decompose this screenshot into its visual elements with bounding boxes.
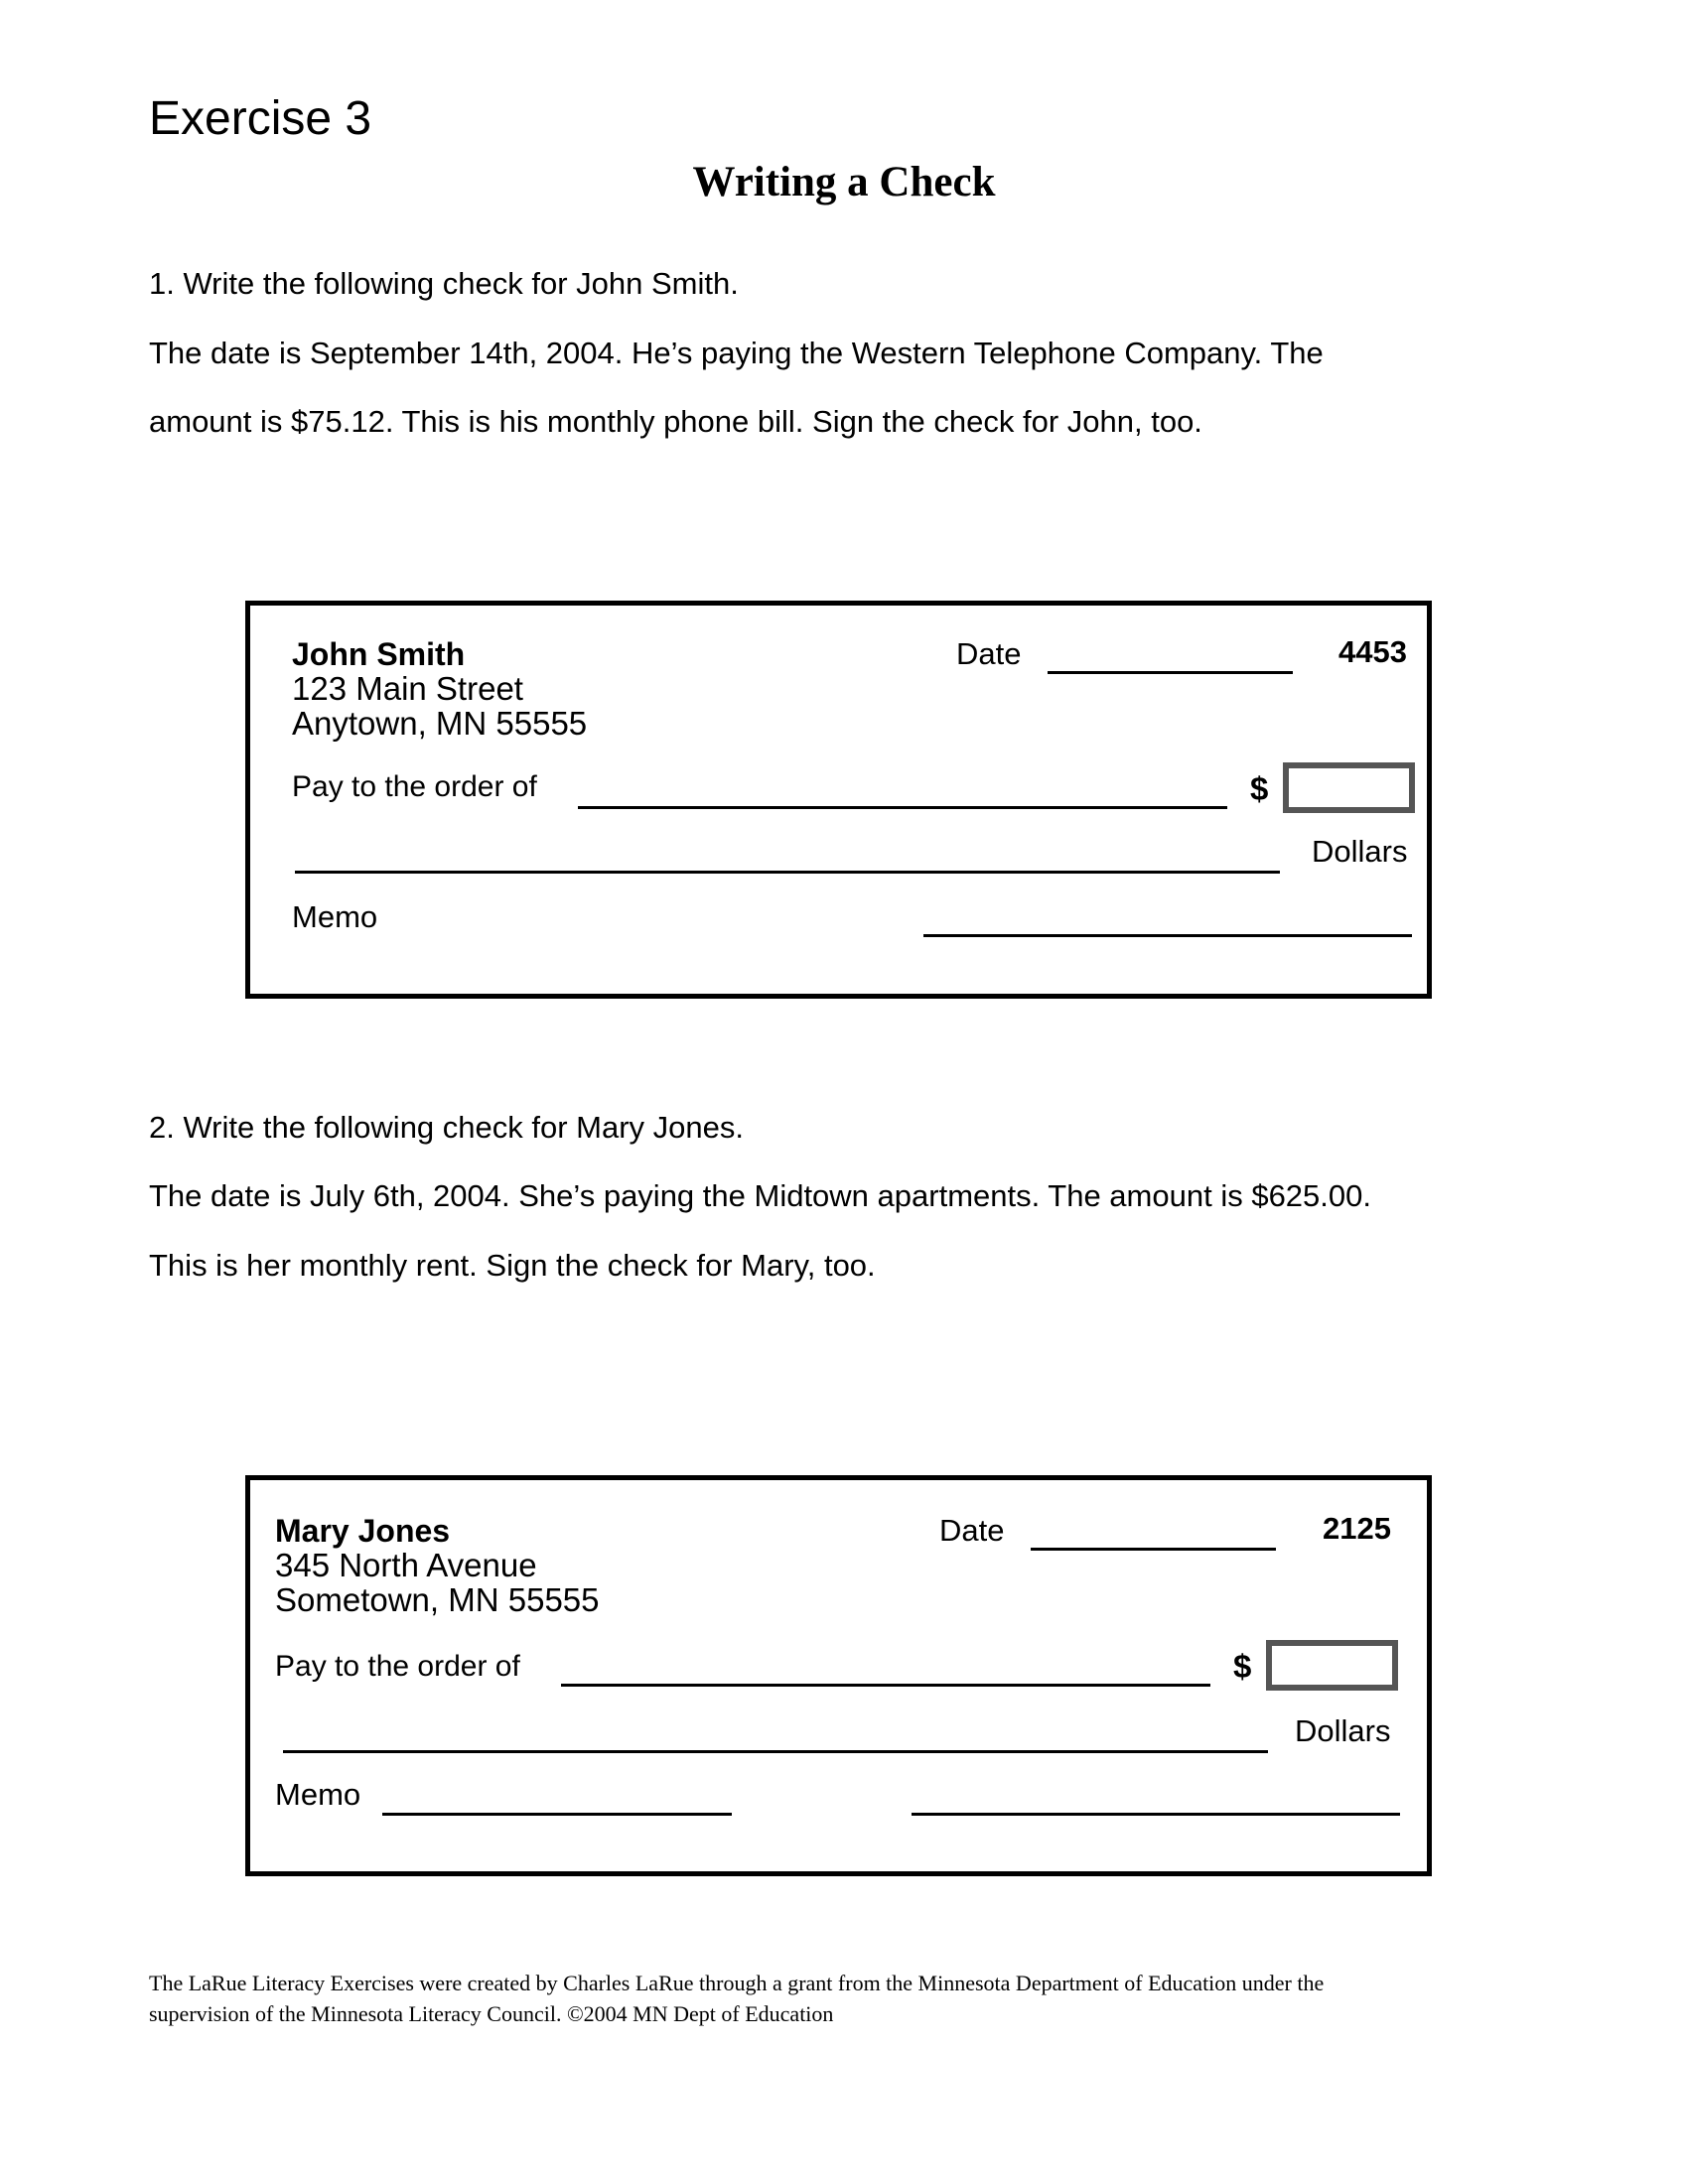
- check-number: 2125: [1323, 1511, 1391, 1546]
- pay-to-label: Pay to the order of: [275, 1650, 520, 1683]
- task1-instruction: 1. Write the following check for John Smith.: [149, 266, 739, 301]
- pay-to-label: Pay to the order of: [292, 770, 537, 803]
- date-label: Date: [956, 636, 1022, 671]
- memo-label: Memo: [292, 899, 378, 934]
- payee-line[interactable]: [578, 806, 1227, 809]
- account-address-city: Sometown, MN 55555: [275, 1581, 600, 1618]
- account-holder-name: John Smith: [292, 636, 466, 672]
- amount-box[interactable]: [1266, 1640, 1398, 1691]
- written-amount-line[interactable]: [295, 871, 1280, 874]
- signature-line[interactable]: [923, 934, 1412, 937]
- check-number: 4453: [1338, 634, 1407, 669]
- check-john-smith: [245, 601, 1432, 999]
- task2-instruction: 2. Write the following check for Mary Jones.: [149, 1110, 745, 1145]
- account-address-city: Anytown, MN 55555: [292, 705, 588, 742]
- dollar-sign: $: [1233, 1648, 1252, 1685]
- task1-line2: amount is $75.12. This is his monthly phone bill. Sign the check for John, too.: [149, 404, 1202, 439]
- account-address-street: 123 Main Street: [292, 670, 523, 707]
- memo-label: Memo: [275, 1777, 361, 1812]
- date-line[interactable]: [1031, 1548, 1276, 1551]
- check-mary-jones: [245, 1475, 1432, 1876]
- account-holder-name: Mary Jones: [275, 1513, 451, 1549]
- footer-line-2: supervision of the Minnesota Literacy Council. ©2004 MN Dept of Education: [149, 2001, 834, 2026]
- task1-line1: The date is September 14th, 2004. He’s paying the Western Telephone Company. The: [149, 336, 1324, 370]
- exercise-label: Exercise 3: [149, 92, 372, 145]
- written-amount-line[interactable]: [283, 1750, 1268, 1753]
- memo-line[interactable]: [382, 1813, 732, 1816]
- date-line[interactable]: [1048, 671, 1293, 674]
- page-title: Writing a Check: [692, 159, 996, 205]
- task2-line2: This is her monthly rent. Sign the check for Mary, too.: [149, 1248, 876, 1283]
- date-label: Date: [939, 1513, 1005, 1548]
- account-address-street: 345 North Avenue: [275, 1547, 537, 1583]
- signature-line[interactable]: [912, 1813, 1400, 1816]
- amount-box[interactable]: [1283, 762, 1415, 813]
- dollar-sign: $: [1250, 770, 1269, 807]
- task2-line1: The date is July 6th, 2004. She’s paying the Midtown apartments. The amount is $625.00.: [149, 1178, 1371, 1213]
- payee-line[interactable]: [561, 1684, 1210, 1687]
- dollars-label: Dollars: [1295, 1713, 1391, 1748]
- dollars-label: Dollars: [1312, 834, 1408, 869]
- footer-line-1: The LaRue Literacy Exercises were created by Charles LaRue through a grant from the Minnesota Department of Education under the: [149, 1971, 1325, 1995]
